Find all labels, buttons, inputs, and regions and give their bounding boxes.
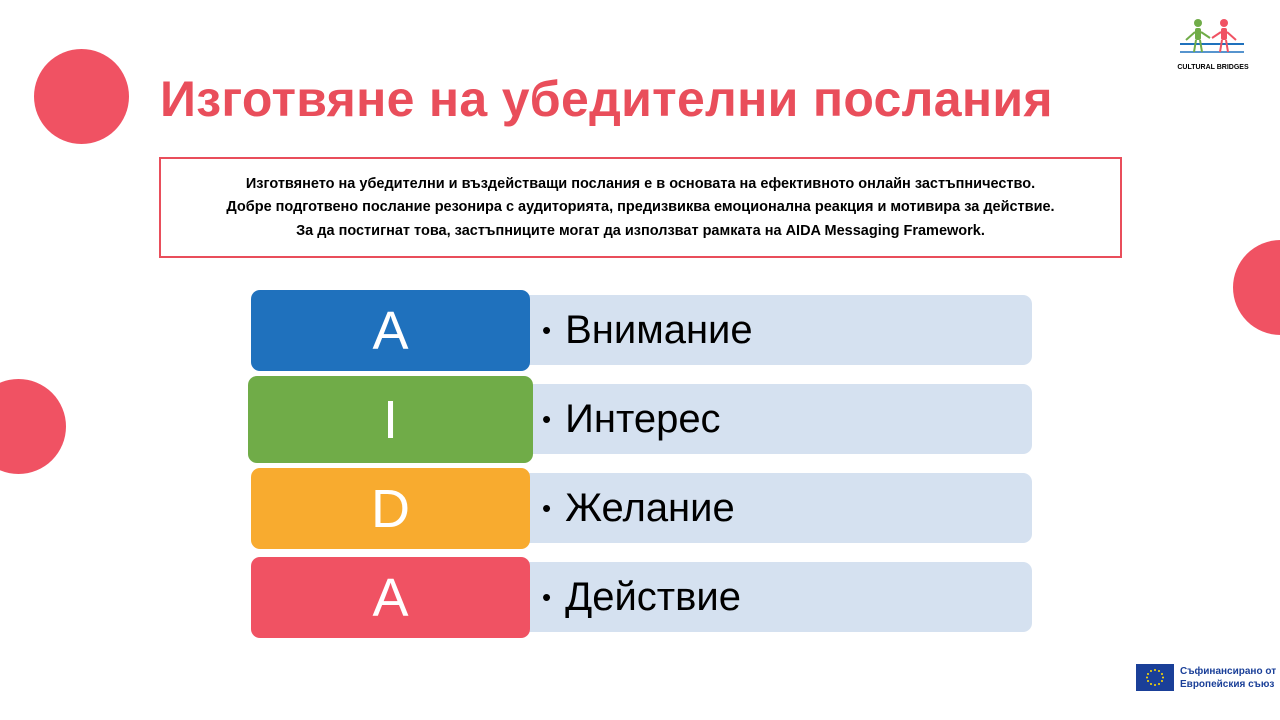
- aida-row-desire: [520, 473, 1032, 543]
- eu-flag-icon: [1136, 664, 1174, 691]
- aida-row-interest: [520, 384, 1032, 454]
- eu-text-line: Съфинансирано от: [1180, 666, 1277, 677]
- aida-letter-a-attention: A: [251, 290, 530, 371]
- decorative-circle-left: [0, 379, 66, 474]
- aida-letter-d-desire: D: [251, 468, 530, 549]
- eu-text-line: Европейския съюз: [1180, 678, 1275, 690]
- aida-label: Действие: [565, 574, 741, 619]
- eu-cofunded-label: [1180, 666, 1276, 691]
- logo-text: CULTURAL BRIDGES: [1177, 64, 1249, 71]
- slide-title: Изготвяне на убедителни послания: [160, 71, 1053, 127]
- bullet-icon: •: [542, 314, 552, 345]
- bullet-icon: •: [542, 492, 552, 523]
- bullet-icon: •: [542, 581, 552, 612]
- intro-line: Изготвянето на убедителни и въздействащи послания е в основата на ефективното онлайн застъпничество.: [245, 175, 1036, 192]
- decorative-circle-top-left: [34, 49, 129, 144]
- intro-line: За да постигнат това, застъпниците могат да използват рамката на AIDA Messaging Framework.: [296, 222, 985, 239]
- aida-letter-a-action: A: [251, 557, 530, 638]
- aida-letter-i-interest: I: [248, 376, 533, 463]
- intro-box: [159, 157, 1122, 258]
- decorative-circle-right: [1233, 240, 1280, 335]
- aida-label: Интерес: [565, 396, 721, 441]
- aida-label: Желание: [565, 485, 735, 530]
- aida-label: Внимание: [565, 307, 753, 352]
- aida-row-attention: [520, 295, 1032, 365]
- intro-line: Добре подготвено послание резонира с аудиторията, предизвиква емоционална реакция и мотивира за действие.: [226, 199, 1055, 216]
- bullet-icon: •: [542, 403, 552, 434]
- aida-row-action: [520, 562, 1032, 632]
